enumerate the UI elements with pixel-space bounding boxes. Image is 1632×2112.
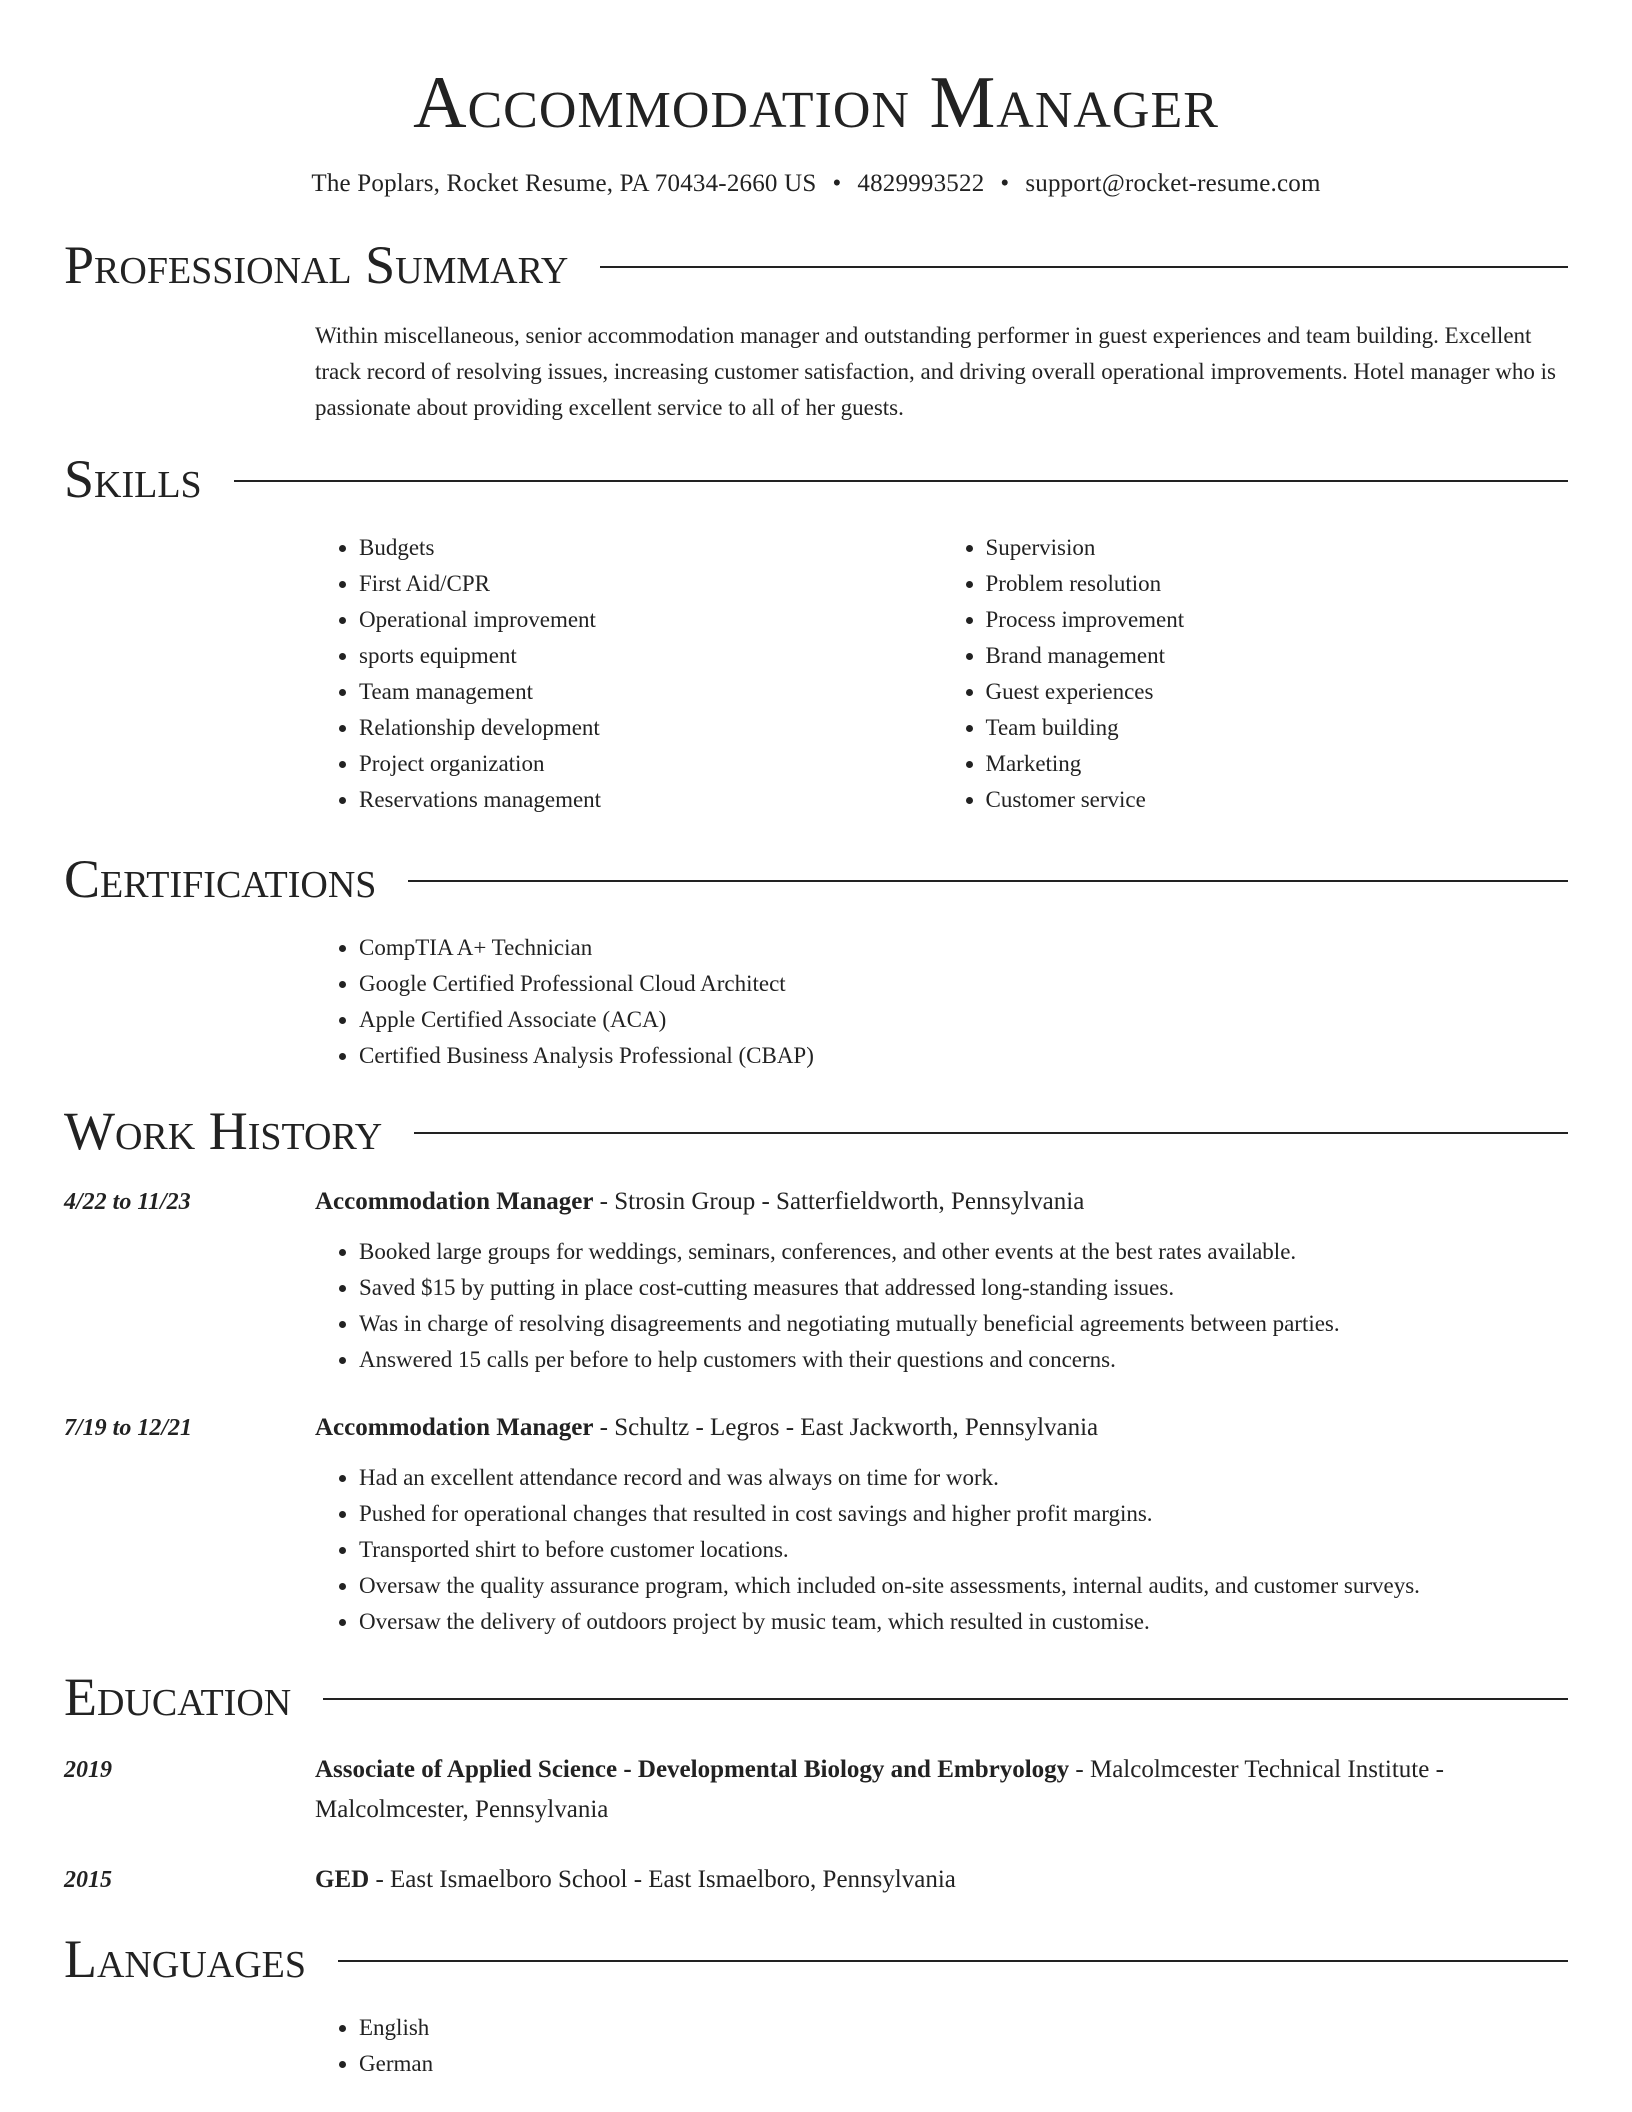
contact-address: The Poplars, Rocket Resume, PA 70434-2660 US bbox=[311, 170, 817, 197]
certification-item: • Apple Certified Associate (ACA) bbox=[359, 1002, 1568, 1038]
contact-phone: 4829993522 bbox=[857, 170, 985, 197]
education-entry bbox=[64, 1750, 1568, 1830]
contact-separator: • bbox=[832, 170, 842, 197]
work-body bbox=[315, 1408, 1568, 1640]
language-item: • English bbox=[359, 2010, 1568, 2046]
summary-text: Within miscellaneous, senior accommodation manager and outstanding performer in guest experiences and team building. Excellent track record of resolving issues, increasing customer satisfaction, and driving overall operational improvements. Hotel manager who is passionate about providing excellent service to all of her guests. bbox=[315, 323, 1557, 420]
skill-item: • First Aid/CPR bbox=[359, 566, 942, 602]
section-header-skills bbox=[64, 448, 1568, 510]
skill-item: • Operational improvement bbox=[359, 602, 942, 638]
work-bullet: • Answered 15 calls per before to help customers with their questions and concerns. bbox=[359, 1342, 1568, 1378]
work-title: Accommodation Manager bbox=[315, 1414, 594, 1441]
education-degree: GED bbox=[315, 1866, 370, 1893]
certifications-list bbox=[315, 930, 1568, 1074]
work-bullet: • Booked large groups for weddings, seminars, conferences, and other events at the best rates available. bbox=[359, 1234, 1568, 1270]
skill-item: • Team management bbox=[359, 674, 942, 710]
work-bullet: • Oversaw the quality assurance program, which included on-site assessments, internal audits, and customer surveys. bbox=[359, 1568, 1568, 1604]
section-divider bbox=[234, 480, 1568, 482]
section-header-languages bbox=[64, 1928, 1568, 1990]
section-title-work: Work History bbox=[64, 1101, 383, 1161]
work-company: - Strosin Group - Satterfieldworth, Pennsylvania bbox=[593, 1188, 1085, 1215]
work-body bbox=[315, 1182, 1568, 1378]
candidate-name: Accommodation Manager bbox=[413, 62, 1219, 144]
contact-line bbox=[64, 170, 1568, 198]
education-body bbox=[315, 1750, 1568, 1830]
education-year: 2019 bbox=[64, 1757, 112, 1783]
education-year: 2015 bbox=[64, 1867, 112, 1893]
work-bullet: • Had an excellent attendance record and was always on time for work. bbox=[359, 1460, 1568, 1496]
work-bullet: • Was in charge of resolving disagreements and negotiating mutually beneficial agreements between parties. bbox=[359, 1306, 1568, 1342]
section-divider bbox=[600, 266, 1568, 268]
work-entry bbox=[64, 1408, 1568, 1640]
section-divider bbox=[323, 1698, 1568, 1700]
education-list bbox=[64, 1750, 1568, 1900]
section-title-education: Education bbox=[64, 1667, 292, 1727]
skills-right-list bbox=[942, 530, 1569, 818]
work-heading bbox=[315, 1182, 1568, 1222]
skill-item: • Process improvement bbox=[986, 602, 1569, 638]
skill-item: • Budgets bbox=[359, 530, 942, 566]
section-header-certifications bbox=[64, 848, 1568, 910]
contact-separator: • bbox=[1000, 170, 1010, 197]
language-item: • German bbox=[359, 2046, 1568, 2082]
skill-item: • Relationship development bbox=[359, 710, 942, 746]
education-school: - East Ismaelboro School - East Ismaelboro, Pennsylvania bbox=[369, 1866, 956, 1893]
certification-item: • Certified Business Analysis Professional (CBAP) bbox=[359, 1038, 1568, 1074]
work-dates: 7/19 to 12/21 bbox=[64, 1415, 193, 1441]
work-bullet: • Oversaw the delivery of outdoors project by music team, which resulted in customise. bbox=[359, 1604, 1568, 1640]
section-header-summary bbox=[64, 234, 1568, 296]
work-company: - Schultz - Legros - East Jackworth, Pennsylvania bbox=[593, 1414, 1099, 1441]
work-bullets bbox=[315, 1460, 1568, 1640]
work-dates: 4/22 to 11/23 bbox=[64, 1189, 191, 1215]
certification-item: • Google Certified Professional Cloud Architect bbox=[359, 966, 1568, 1002]
skill-item: • Brand management bbox=[986, 638, 1569, 674]
education-school: - Malcolmcester Technical Institute - Malcolmcester, Pennsylvania bbox=[315, 1756, 1444, 1823]
work-bullet: • Pushed for operational changes that resulted in cost savings and higher profit margins. bbox=[359, 1496, 1568, 1532]
skills-grid bbox=[315, 530, 1568, 818]
work-heading bbox=[315, 1408, 1568, 1448]
skill-item: • Supervision bbox=[986, 530, 1569, 566]
skill-item: • Problem resolution bbox=[986, 566, 1569, 602]
skill-item: • Project organization bbox=[359, 746, 942, 782]
section-header-education bbox=[64, 1666, 1568, 1728]
section-title-certifications: Certifications bbox=[64, 849, 377, 909]
education-entry bbox=[64, 1860, 1568, 1900]
languages-list bbox=[315, 2010, 1568, 2082]
section-title-languages: Languages bbox=[64, 1929, 306, 1989]
section-header-work bbox=[64, 1100, 1568, 1162]
certifications-block bbox=[315, 930, 1568, 1074]
skills-left-list bbox=[315, 530, 942, 818]
work-bullet: • Transported shirt to before customer locations. bbox=[359, 1532, 1568, 1568]
skill-item: • sports equipment bbox=[359, 638, 942, 674]
languages-block bbox=[315, 2010, 1568, 2082]
contact-email[interactable]: support@rocket-resume.com bbox=[1025, 170, 1321, 197]
work-bullets bbox=[315, 1234, 1568, 1378]
education-degree: Associate of Applied Science - Developmental Biology and Embryology bbox=[315, 1756, 1070, 1783]
section-title-summary: Professional Summary bbox=[64, 235, 569, 295]
section-title-skills: Skills bbox=[64, 449, 202, 509]
work-bullet: • Saved $15 by putting in place cost-cutting measures that addressed long-standing issues. bbox=[359, 1270, 1568, 1306]
work-entry bbox=[64, 1182, 1568, 1378]
section-divider bbox=[338, 1960, 1568, 1962]
skill-item: • Reservations management bbox=[359, 782, 942, 818]
certification-item: • CompTIA A+ Technician bbox=[359, 930, 1568, 966]
skill-item: • Guest experiences bbox=[986, 674, 1569, 710]
work-title: Accommodation Manager bbox=[315, 1188, 594, 1215]
skill-item: • Marketing bbox=[986, 746, 1569, 782]
education-body bbox=[315, 1860, 1568, 1900]
work-history-list bbox=[64, 1182, 1568, 1640]
skill-item: • Team building bbox=[986, 710, 1569, 746]
section-divider bbox=[408, 880, 1568, 882]
skill-item: • Customer service bbox=[986, 782, 1569, 818]
section-divider bbox=[414, 1132, 1568, 1134]
